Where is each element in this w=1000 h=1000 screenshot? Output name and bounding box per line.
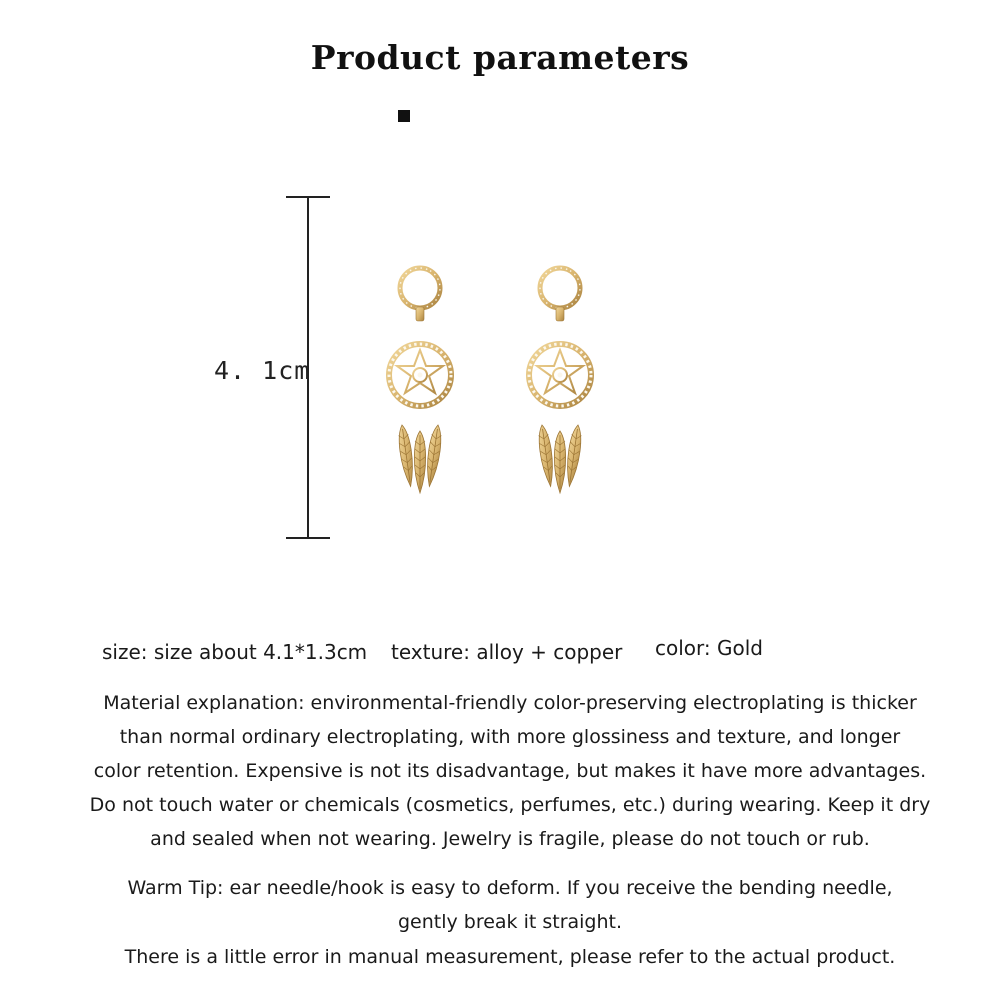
warm-tip <box>60 871 960 939</box>
ruler-bottom-cap <box>286 537 330 539</box>
material-line: color retention. Expensive is not its disadvantage, but makes it have more advantages. <box>93 760 927 782</box>
material-line: than normal ordinary electroplating, with more glossiness and texture, and longer <box>119 726 901 748</box>
spec-texture: texture: alloy + copper <box>391 640 623 664</box>
warm-tip-line: Warm Tip: ear needle/hook is easy to deform. If you receive the bending needle, <box>127 877 893 899</box>
bullet-square <box>398 110 410 122</box>
material-line: Material explanation: environmental-friendly color-preserving electroplating is thicker <box>103 692 917 714</box>
page-title: Product parameters <box>310 38 690 77</box>
measurement-error-note: There is a little error in manual measurement, please refer to the actual product. <box>124 946 896 968</box>
warm-tip-line: gently break it straight. <box>397 911 623 933</box>
material-line: and sealed when not wearing. Jewelry is fragile, please do not touch or rub. <box>150 828 870 850</box>
spec-color: color: Gold <box>655 636 763 660</box>
height-measurement-label: 4. 1cm <box>214 356 311 385</box>
material-line: Do not touch water or chemicals (cosmetics, perfumes, etc.) during wearing. Keep it dry <box>89 794 931 816</box>
spec-size: size: size about 4.1*1.3cm <box>102 640 368 664</box>
earrings-product-image <box>380 255 640 515</box>
material-explanation <box>60 686 960 856</box>
